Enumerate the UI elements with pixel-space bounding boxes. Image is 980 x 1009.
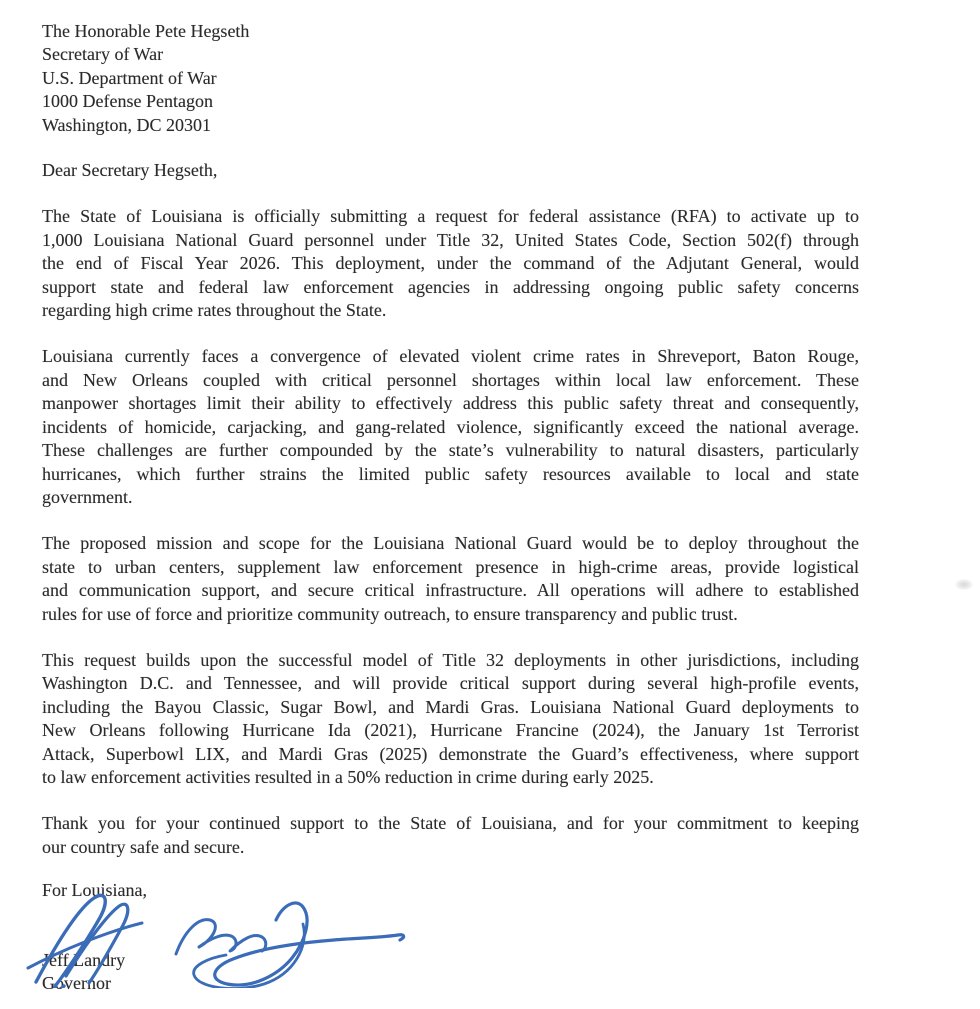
paragraph	[42, 649, 859, 789]
address-line: Secretary of War	[42, 44, 164, 65]
address-line: 1000 Defense Pentagon	[42, 91, 213, 112]
paragraph-line: the end of Fiscal Year 2026. This deployment, under the command of the Adjutant General, would	[42, 253, 859, 274]
paragraph	[42, 812, 859, 859]
paragraph-line: support state and federal law enforcement agencies in addressing ongoing public safety concerns	[42, 276, 859, 297]
signer-name: Jeff Landry	[42, 949, 126, 970]
paragraph-line: New Orleans following Hurricane Ida (2021), Hurricane Francine (2024), the January 1st Terrorist	[42, 720, 859, 741]
paragraph-line: incidents of homicide, carjacking, and gang-related violence, significantly exceed the national average.	[42, 416, 859, 437]
letter-content	[42, 20, 859, 995]
paragraph-line: These challenges are further compounded by the state’s vulnerability to natural disasters, particularly	[42, 440, 859, 461]
paragraph	[42, 532, 859, 626]
paragraph	[42, 345, 859, 509]
address-line: Washington, DC 20301	[42, 114, 212, 135]
letter-body	[42, 205, 859, 859]
paragraph-line: hurricanes, which further strains the limited public safety resources available to local and state	[42, 463, 859, 484]
paragraph-line: The proposed mission and scope for the Louisiana National Guard would be to deploy throughout the	[42, 533, 859, 554]
paragraph-line: Attack, Superbowl LIX, and Mardi Gras (2025) demonstrate the Guard’s effectiveness, where support	[42, 743, 859, 764]
paragraph-line: state to urban centers, supplement law enforcement presence in high-crime areas, provide logistical	[42, 556, 859, 577]
paragraph-line: rules for use of force and prioritize community outreach, to ensure transparency and public trust.	[42, 603, 738, 624]
paragraph-line: This request builds upon the successful model of Title 32 deployments in other jurisdictions, including	[42, 649, 859, 670]
salutation: Dear Secretary Hegseth,	[42, 160, 218, 181]
scan-artifact-smudge	[955, 579, 973, 590]
paragraph-line: and communication support, and secure critical infrastructure. All operations will adhere to established	[42, 580, 859, 601]
paragraph-line: and New Orleans coupled with critical personnel shortages within local law enforcement. These	[42, 369, 859, 390]
paragraph-line: government.	[42, 486, 133, 507]
paragraph-line: Louisiana currently faces a convergence of elevated violent crime rates in Shreveport, Baton Rouge,	[42, 346, 859, 367]
paragraph	[42, 205, 859, 322]
closing-lead: For Louisiana,	[42, 880, 147, 901]
closing-block	[42, 879, 859, 995]
recipient-address	[42, 20, 859, 137]
paragraph-line: Washington D.C. and Tennessee, and will provide critical support during several high-profile events,	[42, 673, 859, 694]
paragraph-line: our country safe and secure.	[42, 836, 245, 857]
paragraph-line: including the Bayou Classic, Sugar Bowl, and Mardi Gras. Louisiana National Guard deployments to	[42, 696, 859, 717]
paragraph-line: regarding high crime rates throughout the State.	[42, 300, 387, 321]
paragraph-line: to law enforcement activities resulted in a 50% reduction in crime during early 2025.	[42, 766, 654, 787]
paragraph-line: 1,000 Louisiana National Guard personnel under Title 32, United States Code, Section 502(f) through	[42, 229, 859, 250]
address-line: U.S. Department of War	[42, 67, 217, 88]
signer-title: Governor	[42, 973, 111, 993]
paragraph-line: The State of Louisiana is officially submitting a request for federal assistance (RFA) to activate up to	[42, 206, 859, 227]
paragraph-line: Thank you for your continued support to the State of Louisiana, and for your commitment to keeping	[42, 813, 859, 834]
address-line: The Honorable Pete Hegseth	[42, 21, 250, 41]
paragraph-line: manpower shortages limit their ability to effectively address this public safety threat and consequently,	[42, 393, 859, 414]
signature-space	[42, 903, 859, 949]
